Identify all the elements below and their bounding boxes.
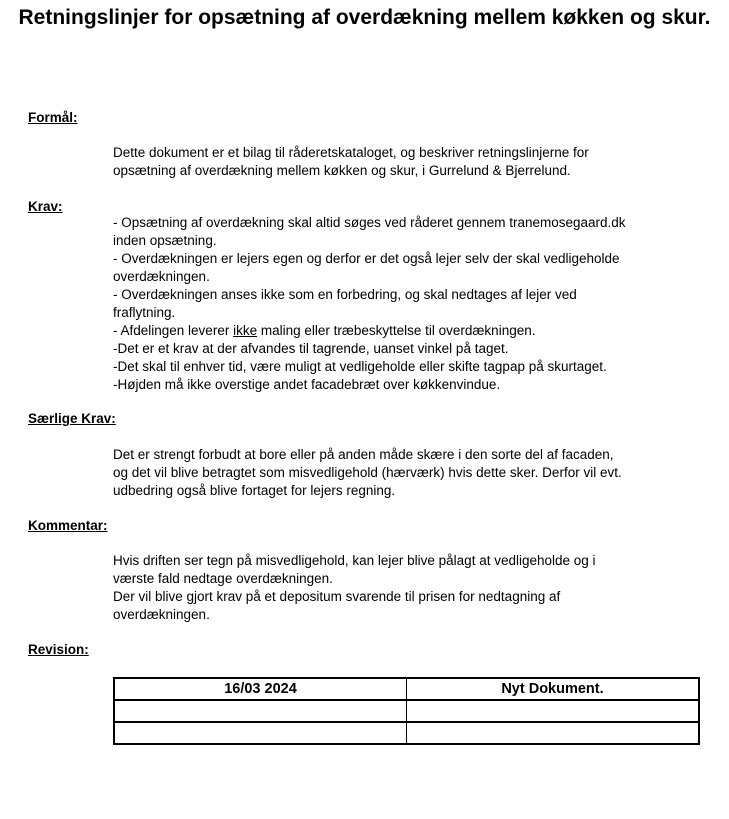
krav-line: overdækningen. xyxy=(113,269,210,284)
saerlige-krav-line: Det er strengt forbudt at bore eller på anden måde skære i den sorte del af facaden, xyxy=(113,447,614,462)
krav-line: - Overdækningen er lejers egen og derfor er det også lejer selv der skal vedligeholde xyxy=(113,251,620,266)
revision-row xyxy=(114,700,699,722)
heading-kommentar: Kommentar: xyxy=(28,518,108,533)
heading-formaal: Formål: xyxy=(28,110,78,125)
revision-date-cell xyxy=(114,700,407,722)
saerlige-krav-line: og det vil blive betragtet som misvedligehold (hærværk) hvis dette sker. Derfor vil evt. xyxy=(113,465,622,480)
heading-saerlige-krav: Særlige Krav: xyxy=(28,411,116,426)
krav-afdeling-prefix: - Afdelingen leverer xyxy=(113,323,234,338)
saerlige-krav-text xyxy=(113,446,713,500)
revision-table xyxy=(113,677,700,745)
formaal-line: Dette dokument er et bilag til råderetskataloget, og beskriver retningslinjerne for xyxy=(113,145,589,160)
krav-line: inden opsætning. xyxy=(113,233,217,248)
krav-line: - Overdækningen anses ikke som en forbedring, og skal nedtages af lejer ved xyxy=(113,287,577,302)
revision-date-cell: 16/03 2024 xyxy=(114,678,407,700)
kommentar-text xyxy=(113,552,713,624)
saerlige-krav-line: udbedring også blive fortaget for lejers regning. xyxy=(113,483,396,498)
revision-note-cell xyxy=(407,722,700,744)
krav-line-afdeling xyxy=(113,322,713,340)
kommentar-line: overdækningen. xyxy=(113,607,210,622)
kommentar-line: værste fald nedtage overdækningen. xyxy=(113,571,333,586)
revision-note-cell: Nyt Dokument. xyxy=(407,678,700,700)
krav-afdeling-suffix: maling eller træbeskyttelse til overdækningen. xyxy=(257,323,536,338)
document-title: Retningslinjer for opsætning af overdækning mellem køkken og skur. xyxy=(18,6,711,29)
revision-note-cell xyxy=(407,700,700,722)
revision-date-cell xyxy=(114,722,407,744)
formaal-line: opsætning af overdækning mellem køkken og skur, i Gurrelund & Bjerrelund. xyxy=(113,163,571,178)
heading-revision: Revision: xyxy=(28,642,89,657)
formaal-text xyxy=(113,144,713,180)
krav-list xyxy=(113,214,713,394)
krav-emphasis-ikke: ikke xyxy=(233,323,258,338)
krav-line: - Opsætning af overdækning skal altid søges ved råderet gennem tranemosegaard.dk xyxy=(113,215,626,230)
krav-line: -Det skal til enhver tid, være muligt at vedligeholde eller skifte tagpap på skurtaget. xyxy=(113,359,607,374)
heading-krav: Krav: xyxy=(28,199,63,214)
kommentar-line: Der vil blive gjort krav på et depositum svarende til prisen for nedtagning af xyxy=(113,589,561,604)
kommentar-line: Hvis driften ser tegn på misvedligehold, kan lejer blive pålagt at vedligeholde og i xyxy=(113,553,596,568)
krav-line: -Det er et krav at der afvandes til tagrende, uanset vinkel på taget. xyxy=(113,341,509,356)
revision-row xyxy=(114,678,699,700)
revision-row xyxy=(114,722,699,744)
krav-line: -Højden må ikke overstige andet facadebræt over køkkenvindue. xyxy=(113,377,501,392)
krav-line: fraflytning. xyxy=(113,305,176,320)
